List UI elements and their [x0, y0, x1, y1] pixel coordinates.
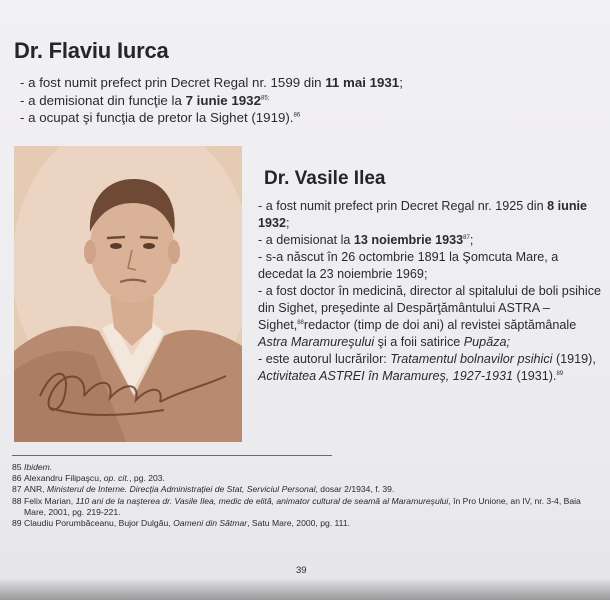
list-item-text: a fost numit prefect prin Decret Regal nr. 1925 din	[265, 199, 548, 213]
footnote	[12, 462, 602, 473]
list-item	[258, 249, 603, 283]
list-item	[258, 283, 603, 351]
page-number: 39	[296, 565, 307, 576]
portrait-photo	[14, 146, 242, 442]
footnote-ref: 89	[556, 370, 564, 377]
list-item-text: a fost doctor în medicină, director al spitalului de boli psihice din Sighet, preşedinte al Despărţământului ASTRA – Sighet,	[258, 284, 602, 332]
work-title: Tratamentul bolnavilor psihici	[390, 352, 553, 366]
footnote-plain: , Satu Mare, 2000, pg. 111.	[247, 518, 350, 529]
footnote-number: 89	[12, 518, 22, 529]
footnote-plain: Claudiu Porumbăceanu, Bujor Dulgău,	[24, 518, 174, 529]
publication-title: Pupăza;	[463, 335, 510, 349]
footnote-text	[24, 496, 602, 518]
list-item	[258, 232, 603, 249]
footnote	[12, 484, 602, 495]
list-item	[20, 92, 403, 110]
list-item	[258, 351, 603, 385]
footnote-plain: , pg. 203.	[129, 473, 165, 484]
page-edge-shadow	[0, 578, 610, 600]
list-item-punct: ;	[469, 233, 474, 247]
footnote-number: 87	[12, 484, 22, 495]
footnote-plain: Alexandru Filipaşcu,	[24, 473, 104, 484]
list-item-text: (1931).	[513, 369, 557, 383]
footnote	[12, 496, 602, 518]
publication-title: Astra Maramureşului	[258, 335, 375, 349]
list-item	[258, 198, 603, 232]
list-item	[20, 109, 403, 127]
footnote	[12, 518, 602, 529]
list-item-text: a fost numit prefect prin Decret Regal nr. 1599 din	[28, 75, 326, 90]
list-item-text: (1919),	[552, 352, 596, 366]
list-item-text: a demisionat din funcţie la	[28, 92, 186, 108]
footnote-italic: 110 ani de la naşterea dr. Vasile Ilea, medic de elită, animator cultural de seamă al Maramureşului	[75, 495, 449, 506]
list-item-punct: ;	[286, 216, 290, 230]
list-item-text: şi a foii satirice	[374, 335, 464, 349]
section-title-vasile-ilea: Dr. Vasile Ilea	[264, 168, 386, 189]
footnote-plain: ANR,	[24, 484, 47, 495]
list-item-punct: ;	[399, 75, 403, 90]
footnote-plain: , dosar 2/1934, f. 39.	[315, 484, 395, 495]
footnote-number: 85	[12, 462, 22, 472]
footnotes-list	[12, 462, 602, 529]
date-bold: 11 mai 1931	[325, 75, 400, 90]
list-item-text: a ocupat şi funcţia de pretor la Sighet (1919).	[28, 110, 294, 125]
footnote	[12, 473, 602, 484]
section-title-flaviu-iurca: Dr. Flaviu Iurca	[14, 38, 169, 63]
list-item-text: redactor (timp de doi ani) al revistei săptămânale	[303, 318, 577, 332]
footnote-ref: 87	[463, 234, 470, 241]
footnote-ref: 88	[297, 319, 304, 326]
footnote-italic: Oameni din Sătmar	[173, 518, 248, 529]
list-item-text: a demisionat la	[265, 233, 354, 247]
footnote-plain: , în Pro Unione, an IV, nr. 3-4, Baia Mare, 2001, pg. 219-221.	[24, 495, 581, 517]
footnote-ref: 85;	[260, 95, 270, 102]
footnote-text	[24, 462, 52, 473]
footnote-text	[24, 473, 165, 484]
footnote-italic: op. cit.	[103, 473, 130, 484]
footnote-italic: Ministerul de Interne. Direcţia Administraţiei de Stat, Serviciul Personal	[46, 484, 316, 495]
date-bold: 8 iunie 1932	[258, 199, 588, 230]
footnote-text	[24, 518, 350, 529]
footnote-text	[24, 484, 394, 495]
footnote-ref: 86	[293, 112, 301, 119]
footnote-divider	[12, 455, 332, 456]
flaviu-iurca-list	[20, 74, 403, 127]
footnote-number: 86	[12, 473, 22, 484]
footnote-number: 88	[12, 495, 22, 506]
list-item	[20, 74, 403, 92]
date-bold: 7 iunie 1932	[185, 92, 261, 108]
footnote-italic: Ibidem.	[24, 462, 53, 472]
work-title: Activitatea ASTREI în Maramureş, 1927-1931	[258, 369, 514, 383]
vasile-ilea-list	[258, 198, 603, 385]
list-item-text: s-a născut în 26 octombrie 1891 la Şomcuta Mare, a decedat la 23 noiembrie 1969;	[258, 250, 559, 281]
date-bold: 13 noiembrie 1933	[353, 233, 464, 247]
footnote-plain: Felix Marian,	[24, 495, 76, 506]
list-item-text: este autorul lucrărilor:	[265, 352, 391, 366]
